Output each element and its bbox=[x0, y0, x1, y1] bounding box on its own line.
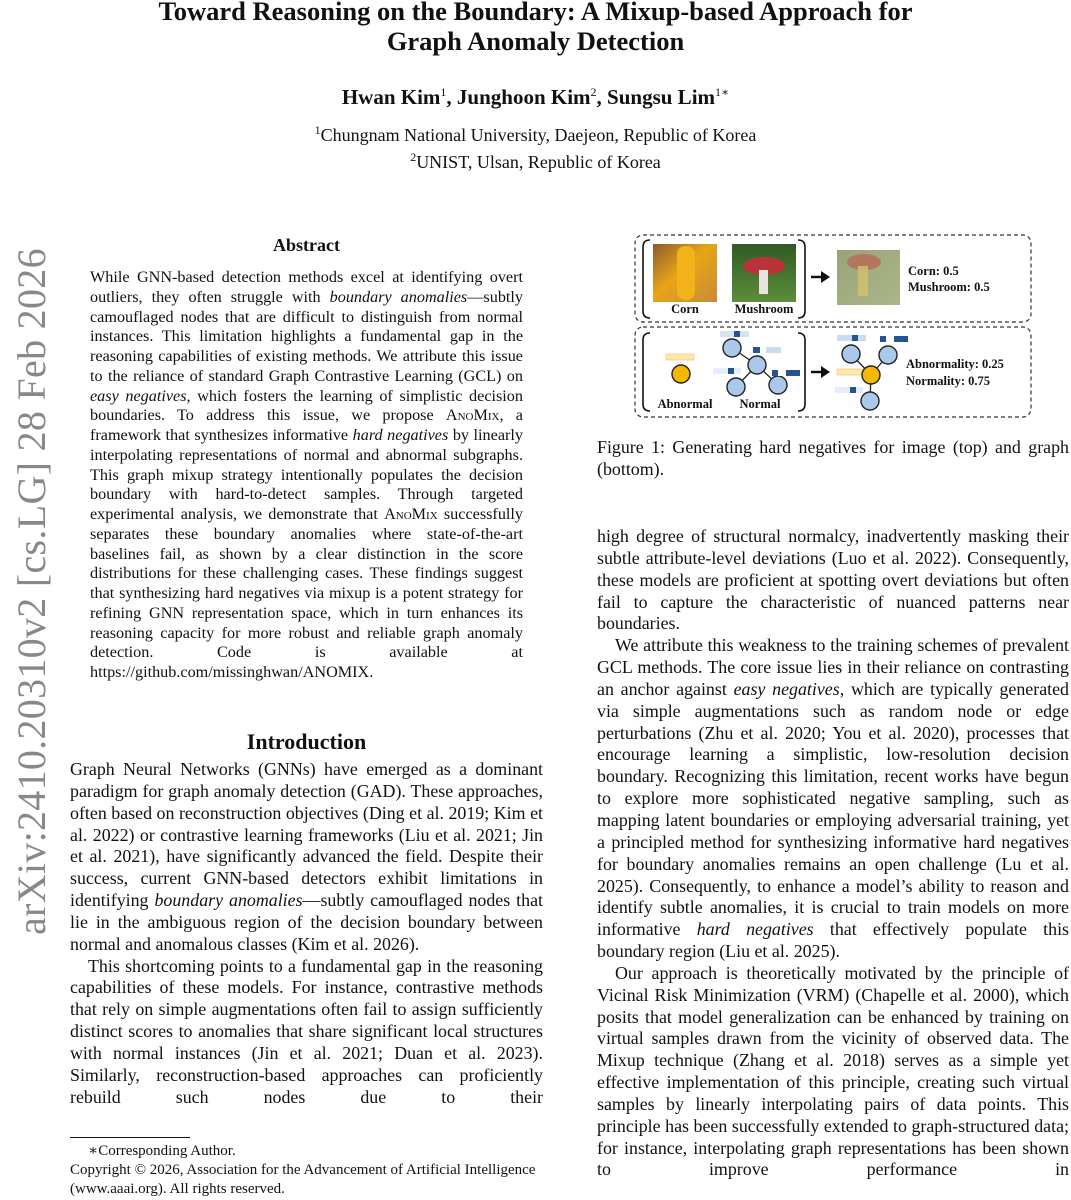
copyright-notice: Copyright © 2026, Association for the Advancement of Artificial Intelligence (www.aaai.org). All rights reserved. bbox=[70, 1162, 536, 1197]
text-run: successfully separates these boundary anomalies where state-of-the-art baselines fail, as shown by a clear distinction in the score distributions for these challenging cases. These findings suggest that synthesizing hard negatives via mixup is a potent strategy for refining GNN representation space, which in turn enhances its reasoning capacity for more robust and reliable graph anomaly detection. Code is available at https://github.com/missinghwan/ANOMIX. bbox=[90, 505, 523, 681]
text-run: by linearly interpolating representations of normal and abnormal subgraphs. This graph mixup strategy intentionally populates the decision boundary with hard-to-detect samples. Through targeted experimental analysis, we demonstrate that bbox=[90, 426, 523, 523]
footnote-divider bbox=[70, 1137, 190, 1138]
arrow-icon bbox=[821, 271, 830, 283]
svg-text:Abnormal: Abnormal bbox=[657, 397, 713, 411]
text-run: , a framework that synthesizes informative bbox=[90, 406, 523, 444]
paragraph bbox=[597, 526, 1069, 635]
figure-1 bbox=[630, 230, 1040, 425]
svg-text:Corn: Corn bbox=[671, 302, 699, 316]
emphasized-text: easy negatives bbox=[90, 386, 187, 405]
paragraph bbox=[597, 963, 1069, 1181]
title-line: Graph Anomaly Detection bbox=[386, 26, 685, 56]
svg-text:Mushroom: 0.5: Mushroom: 0.5 bbox=[908, 280, 990, 294]
arxiv-stamp: arXiv:2410.20310v2 [cs.LG] 28 Feb 2026 bbox=[9, 248, 54, 935]
text-run: —subtly camouflaged nodes that are difficult to distinguish from normal instances. This limitation highlights a fundamental gap in the reasoning capabilities of existing methods. We attribute this issue to the reliance of standard Graph Contrastive Learning (GCL) on bbox=[90, 287, 523, 385]
emphasized-text: easy negatives bbox=[733, 678, 840, 699]
left-column-body bbox=[70, 759, 543, 1109]
emphasized-text: hard negatives bbox=[352, 426, 449, 444]
method-name: AnoMix bbox=[445, 406, 500, 425]
text-run: high degree of structural normalcy, inadvertently masking their subtle attribute-level deviations (Luo et al. 2022). Consequently, these models are proficient at spotting overt deviations but often fail to capture the characteristic of nuanced patterns near boundaries. bbox=[597, 526, 1069, 634]
text-run: This shortcoming points to a fundamental gap in the reasoning capabilities of these models. For instance, contrastive methods that rely on simple augmentations often fail to assign sufficiently distinct scores to anomalies that share significant local structures with normal instances (Jin et al. 2021; Duan et al. 2023). Similarly, reconstruction-based approaches can proficiently rebuild such nodes due to their bbox=[70, 955, 543, 1107]
author-list: Hwan Kim$^1$, Junghoon Kim$^2$, Sungsu Lim$^{1∗}$ bbox=[341, 85, 730, 109]
emphasized-text: boundary anomalies bbox=[329, 287, 468, 306]
author: Junghoon Kim$^2$ bbox=[456, 85, 597, 109]
text-run: —subtly camouflaged nodes that lie in the ambiguous region of the decision boundary between normal and anomalous classes (Kim et al. 2026). bbox=[70, 890, 543, 954]
footnote bbox=[70, 1142, 543, 1199]
text-run: , which fosters the learning of simplistic decision boundaries. To address this issue, we propose bbox=[90, 386, 523, 425]
svg-text:Corn: 0.5: Corn: 0.5 bbox=[908, 264, 959, 278]
text-run: , which are typically generated via simple augmentations such as random node or edge perturbations (Zhu et al. 2020; You et al. 2020), processes that encourage learning a simplistic, low-resolution decision boundary. Recognizing this limitation, recent works have begun to explore more sophisticated negative sampling, such as mapping latent boundaries or employing adversarial training, yet a principled method for synthesizing informative hard negatives for boundary anomalies remains an open challenge (Lu et al. 2025). Consequently, to enhance a model’s ability to reason and identify subtle anomalies, it is crucial to train models on more informative bbox=[597, 678, 1069, 940]
affiliation: $^2$UNIST, Ulsan, Republic of Korea bbox=[410, 150, 661, 172]
paper-title bbox=[0, 0, 1071, 56]
text-run: that effectively populate this boundary region (Liu et al. 2025). bbox=[597, 919, 1070, 962]
emphasized-text: boundary anomalies bbox=[154, 890, 303, 911]
corresponding-author-note: ∗Corresponding Author. bbox=[88, 1143, 236, 1159]
affiliation: $^1$Chungnam National University, Daejeon, Republic of Korea bbox=[314, 123, 757, 145]
paragraph bbox=[70, 956, 543, 1109]
abnormal-features bbox=[666, 354, 694, 360]
text-run: Our approach is theoretically motivated by the principle of Vicinal Risk Minimization (VRM) (Chapelle et al. 2000), which posits that model generalization can be enhanced by training on virtual samples drawn from the vicinity of observed data. The Mixup technique (Zhang et al. 2018) serves as a simple yet effective implementation of this principle, creating such virtual samples by linearly interpolating pairs of data points. This principle has been successfully extended to graph-structured data; for instance, interpolating graph representations has been shown to improve performance in bbox=[597, 962, 1069, 1180]
abnormal-node bbox=[672, 365, 690, 383]
emphasized-text: hard negatives bbox=[696, 919, 814, 940]
abstract-text bbox=[90, 268, 523, 683]
arrow-icon bbox=[821, 366, 830, 378]
paragraph bbox=[70, 759, 543, 956]
text-run: Graph Neural Networks (GNNs) have emerged as a dominant paradigm for graph anomaly detection (GAD). These approaches, often based on reconstruction objectives (Ding et al. 2019; Kim et al. 2022) or contrastive learning frameworks (Liu et al. 2021; Jin et al. 2021), have significantly advanced the field. Despite their success, current GNN-based detectors exhibit limitations in identifying bbox=[70, 759, 543, 911]
right-column-body bbox=[597, 526, 1069, 1181]
introduction-heading: Introduction bbox=[246, 729, 367, 754]
figure-caption: Figure 1: Generating hard negatives for image (top) and graph (bottom). bbox=[597, 437, 1069, 479]
svg-text:Mushroom: Mushroom bbox=[734, 302, 794, 316]
svg-text:Normality: 0.75: Normality: 0.75 bbox=[906, 374, 991, 388]
author: Hwan Kim$^1$ bbox=[341, 85, 447, 109]
svg-text:Normal: Normal bbox=[739, 397, 781, 411]
title-line: Toward Reasoning on the Boundary: A Mixup-based Approach for bbox=[158, 0, 913, 26]
paragraph bbox=[597, 635, 1069, 963]
author: Sungsu Lim$^{1∗}$ bbox=[607, 85, 730, 109]
affiliations bbox=[0, 119, 1071, 173]
text-run: While GNN-based detection methods excel at identifying overt outliers, they often struggle with bbox=[90, 268, 523, 306]
abstract-heading: Abstract bbox=[273, 235, 340, 255]
text-run: We attribute this weakness to the training schemes of prevalent GCL methods. The core issue lies in their reliance on contrasting an anchor against bbox=[597, 635, 1069, 699]
method-name: AnoMix bbox=[384, 505, 438, 523]
svg-text:Abnormality: 0.25: Abnormality: 0.25 bbox=[906, 357, 1004, 371]
